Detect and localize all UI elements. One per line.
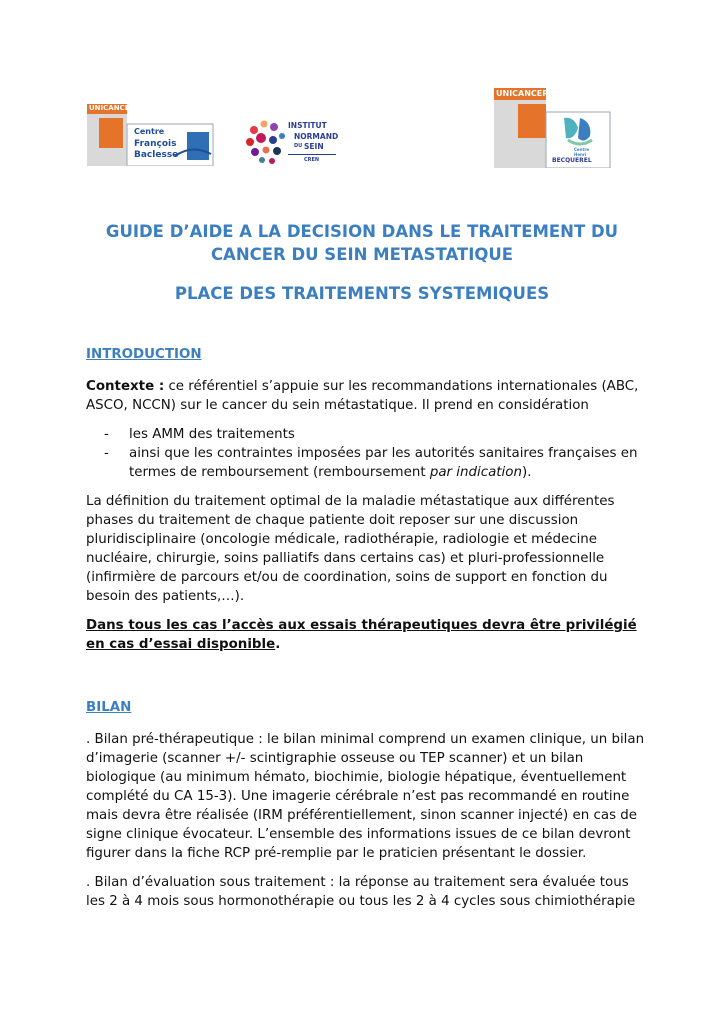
introduction-heading: INTRODUCTION: [86, 347, 202, 362]
title-line2: CANCER DU SEIN METASTATIQUE: [210, 245, 514, 264]
baclesse-line1: Centre: [134, 127, 165, 136]
emphasis-underlined: Dans tous les cas l’accès aux essais thérapeutiques devra être privilégié en cas d’essai disponible: [86, 618, 637, 652]
logo-henri-becquerel: [494, 88, 614, 168]
contexte-paragraph: [86, 377, 646, 415]
introduction-section: [86, 345, 646, 654]
definition-paragraph: La définition du traitement optimal de la maladie métastatique aux différentes phases du traitement de chaque patiente doit reposer sur une discussion pluridisciplinaire (oncologie médicale, radiothérapie, radiologie et médecine nucléaire, chirurgie, soins palliatifs dans certains cas) et pluri-professionnelle (infirmière de parcours et/ou de coordination, soins de support en fonction du besoin des patients,…).: [86, 494, 615, 604]
page-title: [80, 220, 644, 266]
institut-sub: CREN: [304, 157, 320, 163]
page-subtitle: PLACE DES TRAITEMENTS SYSTEMIQUES: [174, 284, 550, 303]
bilan-section: [86, 698, 646, 911]
institut-line-du: DU: [294, 143, 303, 149]
baclesse-line2: François: [134, 139, 177, 149]
becquerel-brand-top: UNICANCER: [496, 89, 549, 98]
title-line1: GUIDE D’AIDE A LA DECISION DANS LE TRAITEMENT DU: [105, 222, 619, 241]
institut-line3: SEIN: [304, 142, 324, 151]
bilan-evaluation: . Bilan d’évaluation sous traitement : la réponse au traitement sera évaluée tous les 2 à 4 mois sous hormonothérapie ou tous les 2 à 4 cycles sous chimiothérapie: [86, 875, 636, 909]
bilan-heading: BILAN: [86, 700, 132, 715]
considerations-list: [86, 425, 646, 482]
becquerel-line3: BECQUEREL: [552, 157, 592, 164]
becquerel-line1: Centre: [574, 147, 590, 152]
institut-line1: INSTITUT: [288, 121, 327, 130]
contexte-text: ce référentiel s’appuie sur les recommandations internationales (ABC, ASCO, NCCN) sur le cancer du sein métastatique. Il prend en considération: [86, 379, 639, 413]
logo-francois-baclesse: [87, 104, 215, 166]
becquerel-line2: Henri: [574, 152, 587, 157]
institut-dots-graphic: [244, 118, 288, 166]
logo-institut-normand-sein: [244, 118, 344, 168]
logo-bar: [0, 80, 724, 180]
emphasis-paragraph: Dans tous les cas l’accès aux essais thérapeutiques devra être privilégié en cas d’essai disponible.: [86, 618, 637, 652]
bilan-pretherapeutique: . Bilan pré-thérapeutique : le bilan minimal comprend un examen clinique, un bilan d’imagerie (scanner +/- scintigraphie osseuse ou TEP scanner) et un bilan biologique (au minimum hémato, biochimie, biologie hépatique, éventuellement complété du CA 15-3). Une imagerie cérébrale n’est pas recommandé en routine mais devra être réalisée (IRM préférentiellement, sinon scanner injecté) en cas de signe clinique évocateur. L’ensemble des informations issues de ce bilan devront figurer dans la fiche RCP pré-remplie par le praticien présentant le dossier.: [86, 732, 645, 861]
contexte-label: Contexte :: [86, 379, 165, 394]
baclesse-brand-top: UNICANCER: [89, 104, 135, 112]
baclesse-line3: Baclesse: [134, 150, 179, 160]
institut-rule: [288, 154, 336, 155]
list-item: - les AMM des traitements: [104, 427, 295, 442]
list-item: - ainsi que les contraintes imposées par les autorités sanitaires françaises en termes de remboursement (remboursement par indication).: [104, 446, 638, 480]
becquerel-logo-graphic: [494, 88, 614, 168]
institut-line2: NORMAND: [294, 132, 339, 141]
